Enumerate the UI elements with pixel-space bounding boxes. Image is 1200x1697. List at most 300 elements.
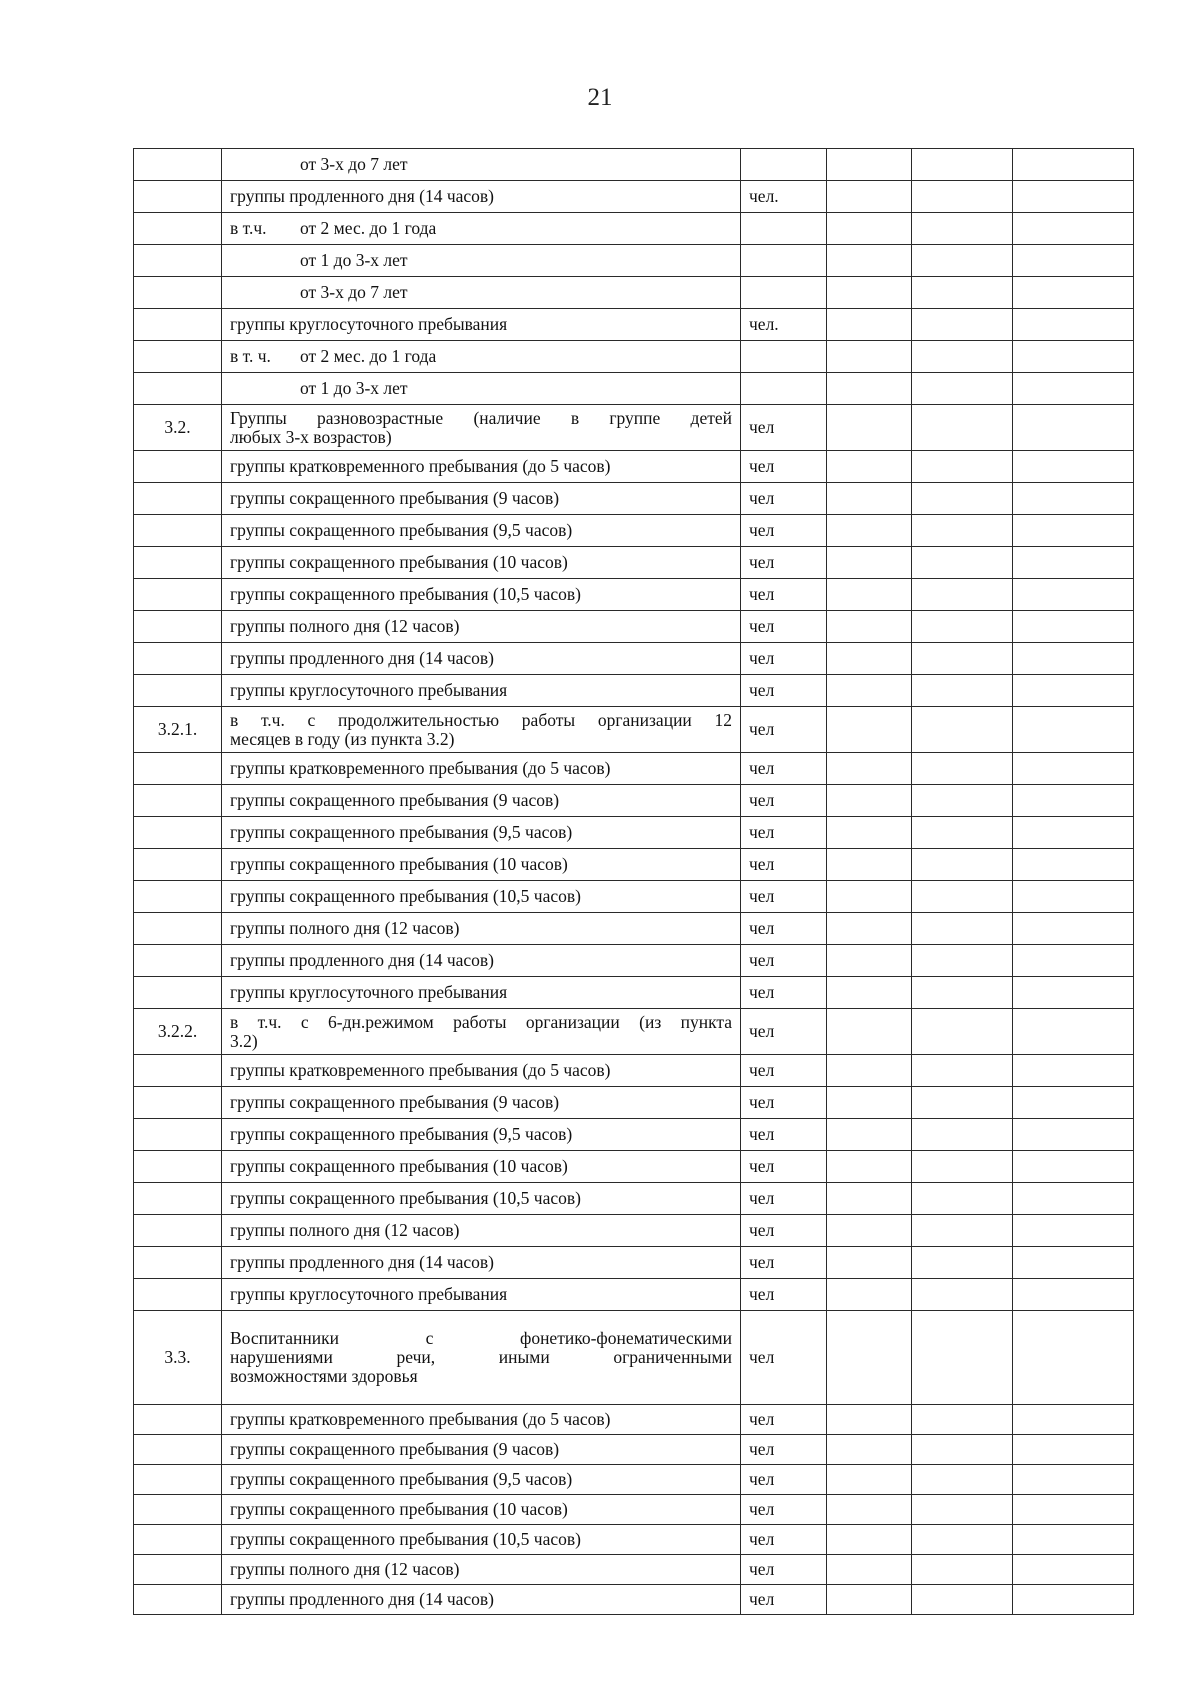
row-value-cell [1013, 547, 1134, 579]
row-unit-cell: чел [741, 1435, 827, 1465]
row-value-cell [912, 547, 1013, 579]
row-value-cell [912, 707, 1013, 753]
row-description-cell [222, 483, 741, 515]
row-unit-cell: чел [741, 707, 827, 753]
row-value-cell [1013, 1087, 1134, 1119]
row-unit-cell: чел [741, 611, 827, 643]
row-value-cell [912, 1247, 1013, 1279]
row-number-cell [134, 213, 222, 245]
row-number-cell: 3.3. [134, 1311, 222, 1405]
row-description-cell [222, 451, 741, 483]
row-label-line: 3.2) [230, 1030, 258, 1051]
row-unit-cell: чел [741, 1183, 827, 1215]
row-description-cell [222, 277, 741, 309]
row-unit-cell: чел. [741, 309, 827, 341]
row-value-cell [827, 945, 912, 977]
row-value-cell [912, 1055, 1013, 1087]
row-value-cell [827, 1151, 912, 1183]
row-value-cell [1013, 817, 1134, 849]
row-value-cell [912, 977, 1013, 1009]
table-row [134, 1183, 1134, 1215]
row-number-cell [134, 977, 222, 1009]
row-value-cell [827, 579, 912, 611]
row-value-cell [1013, 881, 1134, 913]
row-unit-cell: чел [741, 579, 827, 611]
row-value-cell [912, 1009, 1013, 1055]
row-value-cell [827, 547, 912, 579]
row-description-cell [222, 149, 741, 181]
row-value-cell [1013, 753, 1134, 785]
row-value-cell [912, 1119, 1013, 1151]
row-number-cell [134, 1405, 222, 1435]
row-unit-cell [741, 373, 827, 405]
row-unit-cell: чел [741, 675, 827, 707]
table-row [134, 515, 1134, 547]
row-label: группы полного дня (12 часов) [230, 1559, 460, 1579]
row-description-cell [222, 1151, 741, 1183]
row-value-cell [1013, 149, 1134, 181]
row-description-cell [222, 405, 741, 451]
row-number-cell [134, 245, 222, 277]
row-value-cell [1013, 1311, 1134, 1405]
row-label: группы полного дня (12 часов) [230, 918, 460, 938]
row-value-cell [1013, 213, 1134, 245]
row-value-cell [1013, 1465, 1134, 1495]
row-value-cell [912, 149, 1013, 181]
row-value-cell [827, 1009, 912, 1055]
row-unit-cell: чел [741, 1055, 827, 1087]
row-unit-cell: чел [741, 753, 827, 785]
row-description-cell [222, 1435, 741, 1465]
row-description-cell [222, 341, 741, 373]
row-value-cell [1013, 849, 1134, 881]
row-label: группы продленного дня (14 часов) [230, 950, 494, 970]
row-value-cell [1013, 1495, 1134, 1525]
table-row [134, 373, 1134, 405]
row-description-cell [222, 1585, 741, 1615]
table-row [134, 213, 1134, 245]
table-row [134, 913, 1134, 945]
row-value-cell [1013, 707, 1134, 753]
row-unit-cell: чел [741, 1495, 827, 1525]
row-label-line: месяцев в году (из пункта 3.2) [230, 728, 455, 749]
row-label: группы сокращенного пребывания (10,5 часов) [230, 584, 581, 604]
row-value-cell [912, 483, 1013, 515]
row-value-cell [912, 1151, 1013, 1183]
row-description-cell [222, 881, 741, 913]
row-unit-cell: чел [741, 1215, 827, 1247]
row-number-cell [134, 1465, 222, 1495]
row-unit-cell: чел [741, 817, 827, 849]
row-label-line: Группы разновозрастные (наличие в группе детей [230, 407, 732, 428]
row-value-cell [912, 643, 1013, 675]
row-unit-cell [741, 149, 827, 181]
row-value-cell [912, 1585, 1013, 1615]
row-unit-cell: чел [741, 1405, 827, 1435]
row-unit-cell: чел [741, 1311, 827, 1405]
row-label: группы сокращенного пребывания (10,5 часов) [230, 1188, 581, 1208]
row-value-cell [827, 707, 912, 753]
row-label: группы кратковременного пребывания (до 5 часов) [230, 1060, 611, 1080]
table-row [134, 149, 1134, 181]
row-label: группы сокращенного пребывания (9 часов) [230, 1439, 560, 1459]
row-value-cell [912, 611, 1013, 643]
row-value-cell [827, 753, 912, 785]
row-number-cell [134, 451, 222, 483]
row-value-cell [1013, 451, 1134, 483]
table-row [134, 675, 1134, 707]
row-label: группы сокращенного пребывания (9,5 часов) [230, 1124, 573, 1144]
row-value-cell [912, 1555, 1013, 1585]
table-row [134, 1435, 1134, 1465]
row-label: группы круглосуточного пребывания [230, 314, 508, 334]
row-value-cell [1013, 309, 1134, 341]
table-row [134, 1087, 1134, 1119]
row-value-cell [827, 817, 912, 849]
row-value-cell [1013, 341, 1134, 373]
row-value-cell [912, 1279, 1013, 1311]
table-row [134, 817, 1134, 849]
row-description-cell [222, 945, 741, 977]
row-value-cell [912, 277, 1013, 309]
row-description-cell [222, 245, 741, 277]
row-number-cell [134, 309, 222, 341]
row-label-line: возможностями здоровья [230, 1366, 418, 1386]
row-value-cell [827, 1465, 912, 1495]
row-value-cell [1013, 1215, 1134, 1247]
row-value-cell [827, 149, 912, 181]
row-value-cell [1013, 245, 1134, 277]
row-description-cell [222, 181, 741, 213]
table-row [134, 1215, 1134, 1247]
row-value-cell [912, 675, 1013, 707]
row-value-cell [1013, 675, 1134, 707]
row-label-line: в т.ч. с продолжительностью работы организации 12 [230, 709, 732, 730]
table-row [134, 1055, 1134, 1087]
row-value-cell [912, 515, 1013, 547]
row-description-cell [222, 1465, 741, 1495]
row-description-cell [222, 1279, 741, 1311]
row-value-cell [912, 1435, 1013, 1465]
table-row [134, 977, 1134, 1009]
row-number-cell [134, 277, 222, 309]
row-description-cell [222, 1525, 741, 1555]
row-value-cell [1013, 1119, 1134, 1151]
row-value-cell [912, 1087, 1013, 1119]
row-value-cell [1013, 643, 1134, 675]
row-value-cell [912, 753, 1013, 785]
row-value-cell [1013, 373, 1134, 405]
table-row [134, 309, 1134, 341]
table-row [134, 707, 1134, 753]
table-row [134, 579, 1134, 611]
row-prefix: в т.ч. [230, 218, 267, 238]
row-number-cell [134, 945, 222, 977]
row-value-cell [912, 579, 1013, 611]
row-value-cell [827, 913, 912, 945]
row-description-cell [222, 1119, 741, 1151]
table-row [134, 849, 1134, 881]
row-unit-cell: чел [741, 785, 827, 817]
row-value-cell [1013, 1009, 1134, 1055]
row-number-cell [134, 643, 222, 675]
row-value-cell [827, 1087, 912, 1119]
row-label: группы сокращенного пребывания (10 часов) [230, 1156, 568, 1176]
row-number-cell [134, 881, 222, 913]
row-value-cell [827, 1215, 912, 1247]
row-value-cell [827, 213, 912, 245]
row-unit-cell: чел [741, 849, 827, 881]
row-unit-cell: чел [741, 1087, 827, 1119]
row-unit-cell: чел [741, 1151, 827, 1183]
row-value-cell [1013, 1525, 1134, 1555]
row-value-cell [827, 1435, 912, 1465]
row-label: группы сокращенного пребывания (10 часов) [230, 552, 568, 572]
row-number-cell [134, 1279, 222, 1311]
row-description-cell [222, 309, 741, 341]
row-value-cell [827, 1183, 912, 1215]
row-number-cell [134, 1525, 222, 1555]
row-description-cell [222, 817, 741, 849]
row-value-cell [912, 817, 1013, 849]
row-value-cell [912, 785, 1013, 817]
row-value-cell [912, 849, 1013, 881]
row-number-cell [134, 1087, 222, 1119]
row-number-cell [134, 1555, 222, 1585]
row-unit-cell: чел [741, 1119, 827, 1151]
row-label: группы круглосуточного пребывания [230, 982, 508, 1002]
row-unit-cell: чел [741, 1279, 827, 1311]
row-number-cell [134, 849, 222, 881]
row-label: группы продленного дня (14 часов) [230, 186, 494, 206]
row-description-cell [222, 785, 741, 817]
table-row [134, 1311, 1134, 1405]
row-number-cell [134, 675, 222, 707]
row-unit-cell: чел [741, 945, 827, 977]
row-value-cell [1013, 611, 1134, 643]
row-number-cell [134, 1435, 222, 1465]
row-value-cell [912, 1465, 1013, 1495]
row-description-cell [222, 1495, 741, 1525]
row-description-cell [222, 1183, 741, 1215]
row-value-cell [912, 1183, 1013, 1215]
row-label: группы продленного дня (14 часов) [230, 1589, 494, 1609]
row-value-cell [827, 977, 912, 1009]
table-row [134, 945, 1134, 977]
row-description-cell [222, 913, 741, 945]
row-value-cell [912, 881, 1013, 913]
row-description-cell [222, 1215, 741, 1247]
row-value-cell [912, 451, 1013, 483]
row-number-cell [134, 149, 222, 181]
row-value-cell [1013, 1183, 1134, 1215]
row-description-cell [222, 1405, 741, 1435]
row-value-cell [1013, 1247, 1134, 1279]
row-label: группы сокращенного пребывания (9,5 часов) [230, 822, 573, 842]
table-row [134, 341, 1134, 373]
row-value-cell [912, 309, 1013, 341]
row-value-cell [827, 643, 912, 675]
row-value-cell [912, 1215, 1013, 1247]
row-value-cell [827, 1555, 912, 1585]
row-value-cell [1013, 1555, 1134, 1585]
row-description-cell [222, 1087, 741, 1119]
row-number-cell [134, 817, 222, 849]
row-label: группы сокращенного пребывания (9 часов) [230, 488, 560, 508]
row-value-cell [1013, 1279, 1134, 1311]
row-label: группы продленного дня (14 часов) [230, 648, 494, 668]
row-value-cell [827, 1247, 912, 1279]
table-body [134, 149, 1134, 1615]
row-number-cell [134, 1151, 222, 1183]
row-description-cell [222, 547, 741, 579]
table-row [134, 785, 1134, 817]
row-number-cell [134, 753, 222, 785]
row-label: группы сокращенного пребывания (9,5 часов) [230, 520, 573, 540]
row-label: группы сокращенного пребывания (9 часов) [230, 1092, 560, 1112]
row-description-cell [222, 1555, 741, 1585]
table-row [134, 753, 1134, 785]
row-value-cell [827, 675, 912, 707]
row-description-cell [222, 213, 741, 245]
row-description-cell [222, 1055, 741, 1087]
table-row [134, 1279, 1134, 1311]
row-label: группы полного дня (12 часов) [230, 1220, 460, 1240]
row-value-cell [912, 1495, 1013, 1525]
row-value-cell [912, 213, 1013, 245]
row-unit-cell [741, 213, 827, 245]
table-row [134, 451, 1134, 483]
row-unit-cell: чел [741, 881, 827, 913]
row-number-cell [134, 1247, 222, 1279]
page-number: 21 [587, 84, 613, 111]
row-value-cell [1013, 277, 1134, 309]
row-value-cell [827, 277, 912, 309]
row-value-cell [1013, 515, 1134, 547]
row-value-cell [1013, 1435, 1134, 1465]
row-value-cell [827, 1119, 912, 1151]
row-label: группы сокращенного пребывания (10,5 часов) [230, 1529, 581, 1549]
row-unit-cell: чел [741, 643, 827, 675]
row-number-cell [134, 181, 222, 213]
row-value-cell [1013, 785, 1134, 817]
row-description-cell [222, 1009, 741, 1055]
row-number-cell [134, 1585, 222, 1615]
indicator-table [133, 148, 1134, 1615]
row-unit-cell: чел [741, 1555, 827, 1585]
row-number-cell: 3.2.2. [134, 1009, 222, 1055]
row-value-cell [1013, 945, 1134, 977]
row-value-cell [912, 341, 1013, 373]
row-value-cell [827, 451, 912, 483]
row-unit-cell: чел [741, 1525, 827, 1555]
row-value-cell [912, 245, 1013, 277]
table-row [134, 1151, 1134, 1183]
row-value-cell [827, 1525, 912, 1555]
table-row [134, 1585, 1134, 1615]
row-number-cell [134, 341, 222, 373]
row-label: группы продленного дня (14 часов) [230, 1252, 494, 1272]
row-label: группы полного дня (12 часов) [230, 616, 460, 636]
row-number-cell [134, 1119, 222, 1151]
row-label: группы сокращенного пребывания (10 часов) [230, 1499, 568, 1519]
row-value-cell [1013, 1405, 1134, 1435]
table-row [134, 1525, 1134, 1555]
row-value-cell [1013, 483, 1134, 515]
row-number-cell [134, 1495, 222, 1525]
row-value-cell [1013, 1151, 1134, 1183]
row-description-cell [222, 579, 741, 611]
row-unit-cell: чел [741, 1247, 827, 1279]
row-value-cell [827, 373, 912, 405]
row-label: группы круглосуточного пребывания [230, 1284, 508, 1304]
row-value-cell [827, 515, 912, 547]
row-unit-cell: чел. [741, 181, 827, 213]
row-value-cell [827, 341, 912, 373]
row-label-line: Воспитанники с фонетико-фонематическими [230, 1328, 732, 1348]
row-value-cell [827, 881, 912, 913]
table-row [134, 547, 1134, 579]
row-number-cell [134, 579, 222, 611]
table-row [134, 181, 1134, 213]
table-row [134, 611, 1134, 643]
row-number-cell [134, 547, 222, 579]
table-row [134, 1555, 1134, 1585]
row-description-cell [222, 1247, 741, 1279]
row-value-cell [827, 849, 912, 881]
row-value-cell [827, 1495, 912, 1525]
row-value-cell [827, 483, 912, 515]
row-value-cell [1013, 405, 1134, 451]
row-number-cell: 3.2. [134, 405, 222, 451]
row-description-cell [222, 849, 741, 881]
row-label-line: в т.ч. с 6-дн.режимом работы организации (из пункта [230, 1011, 732, 1032]
row-label: от 1 до 3-х лет [300, 250, 408, 270]
row-unit-cell [741, 277, 827, 309]
row-label: группы сокращенного пребывания (9 часов) [230, 790, 560, 810]
row-label: группы сокращенного пребывания (10,5 часов) [230, 886, 581, 906]
row-number-cell [134, 373, 222, 405]
row-value-cell [1013, 913, 1134, 945]
row-value-cell [827, 1279, 912, 1311]
row-number-cell [134, 515, 222, 547]
row-value-cell [1013, 977, 1134, 1009]
row-label: от 2 мес. до 1 года [300, 346, 437, 366]
row-number-cell: 3.2.1. [134, 707, 222, 753]
row-number-cell [134, 1055, 222, 1087]
row-value-cell [912, 945, 1013, 977]
row-label-line: нарушениями речи, иными ограниченными [230, 1347, 732, 1367]
row-value-cell [1013, 1585, 1134, 1615]
row-description-cell [222, 977, 741, 1009]
row-label: от 3-х до 7 лет [300, 282, 408, 302]
table-row [134, 1119, 1134, 1151]
table-row [134, 277, 1134, 309]
row-number-cell [134, 1183, 222, 1215]
row-value-cell [1013, 181, 1134, 213]
row-number-cell [134, 913, 222, 945]
row-label: группы круглосуточного пребывания [230, 680, 508, 700]
row-number-cell [134, 1215, 222, 1247]
row-description-cell [222, 643, 741, 675]
row-description-cell [222, 515, 741, 547]
row-label-line: любых 3-х возрастов) [230, 426, 392, 447]
table-row [134, 1247, 1134, 1279]
row-value-cell [827, 1585, 912, 1615]
row-unit-cell: чел [741, 1585, 827, 1615]
row-value-cell [912, 913, 1013, 945]
row-label: группы кратковременного пребывания (до 5 часов) [230, 456, 611, 476]
